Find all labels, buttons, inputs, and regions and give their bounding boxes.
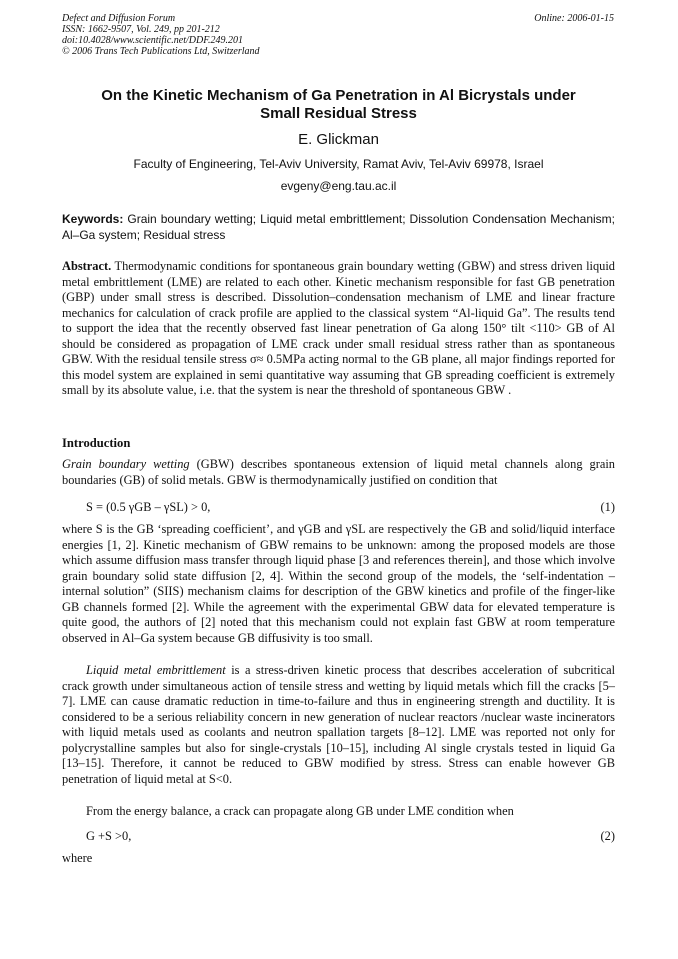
- intro-paragraph-1: [62, 457, 615, 488]
- journal-copyright: © 2006 Trans Tech Publications Ltd, Switzerland: [62, 46, 260, 57]
- journal-name: Defect and Diffusion Forum: [62, 13, 176, 24]
- journal-issn: ISSN: 1662-9507, Vol. 249, pp 201-212: [62, 24, 220, 35]
- intro-p1-text: (GBW) describes spontaneous extension of liquid metal channels along grain boundaries (GB) of solid metals. GBW is thermodynamically justified on condition that: [62, 457, 616, 487]
- title-line-2: Small Residual Stress: [260, 105, 417, 122]
- where-text: where: [62, 851, 93, 865]
- intro-paragraph-3: [62, 663, 615, 787]
- intro-paragraph-2: where S is the GB ‘spreading coefficient’, and γGB and γSL are respectively the GB and solid/liquid interface energies [1, 2]. Kinetic mechanism of GBW remains to be unknown: among the proposed models are those which assume diffusion mass transfer through liquid phase [3 and references therein], and those which involve grain boundary solid state diffusion [2, 4]. Within the second group of the models, the ‘self-indentation – internal solution” (SIIS) mechanism claims for description of the GBW kinetics and profile of the finger-like GB channels formed [2]. While the agreement with the experimental GBW data for elevated temperature is quite good, the authors of [2] noted that this mechanism could not explain fast GBW at room temperature observed in Al–Ga system because GB diffusivity is too small.: [62, 522, 615, 645]
- equation-1: [86, 500, 615, 515]
- keywords-text: Grain boundary wetting; Liquid metal embrittlement; Dissolution Condensation Mechanism; Al–Ga system; Residual stress: [62, 212, 615, 242]
- author-name: E. Glickman: [298, 131, 379, 148]
- section-heading-introduction: Introduction: [62, 436, 131, 450]
- author-affiliation: Faculty of Engineering, Tel-Aviv University, Ramat Aviv, Tel-Aviv 69978, Israel: [133, 157, 544, 171]
- author-email[interactable]: evgeny@eng.tau.ac.il: [280, 179, 397, 193]
- intro-paragraph-4: From the energy balance, a crack can propagate along GB under LME condition when: [86, 804, 514, 818]
- equation-2: [86, 829, 615, 844]
- journal-header: [62, 13, 260, 57]
- journal-doi[interactable]: doi:10.4028/www.scientific.net/DDF.249.201: [62, 35, 244, 46]
- equation-1-number: (1): [600, 500, 615, 514]
- abstract-block: [62, 259, 615, 399]
- paper-title: [62, 87, 615, 123]
- online-date: Online: 2006-01-15: [534, 13, 614, 24]
- title-line-1: On the Kinetic Mechanism of Ga Penetration in Al Bicrystals under: [101, 87, 576, 104]
- equation-1-text: S = (0.5 γGB – γSL) > 0,: [86, 500, 211, 514]
- intro-p3-text: is a stress-driven kinetic process that describes acceleration of subcritical crack growth under simultaneous action of tensile stress and wetting by liquid metals which fill the cracks [5–7]. LME can cause dramatic reduction in time-to-failure and thus in engineering strength and ductility. It is considered to be a serious reliability concern in new generation of nuclear reactors /nuclear waste incinerators with liquid metals used as coolants and neutron spallation targets [8–12]. LME was reported not only for polycrystalline samples but also for single-crystals [10–15], including Al single crystals tested in liquid Ga [13–15]. Therefore, it cannot be reduced to GBW modified by stress. Stress can enable however GB penetration of liquid metal at S<0.: [62, 663, 616, 786]
- equation-2-text: G +S >0,: [86, 829, 132, 843]
- term-grain-boundary-wetting: Grain boundary wetting: [62, 457, 190, 471]
- keywords-label: Keywords:: [62, 212, 124, 226]
- equation-2-number: (2): [600, 829, 615, 843]
- abstract-text: Thermodynamic conditions for spontaneous grain boundary wetting (GBW) and stress driven liquid metal embrittlement (LME) are related to each other. Kinetic mechanism responsible for fast GB penetration (GBP) under small stress is described. Dissolution–condensation mechanism of LME and linear fracture mechanics for calculation of crack profile are applied to the classical system “Al-liquid Ga”. The results tend to support the idea that the recently observed fast linear penetration of Ga along 150° tilt <110> GB of Al should be considered as propagation of LME crack under small residual stress rather than as spontaneous GBW. With the residual tensile stress σ≈ 0.5MPa acting normal to the GB plane, all major findings reported for this model system are explained in semi quantitative way assuming that GB spreading coefficient is extremely small by its absolute value, i.e. that the system is near the threshold of spontaneous GBW .: [62, 259, 615, 397]
- term-liquid-metal-embrittlement: Liquid metal embrittlement: [86, 663, 226, 677]
- abstract-label: Abstract.: [62, 259, 112, 273]
- keywords-block: [62, 212, 615, 243]
